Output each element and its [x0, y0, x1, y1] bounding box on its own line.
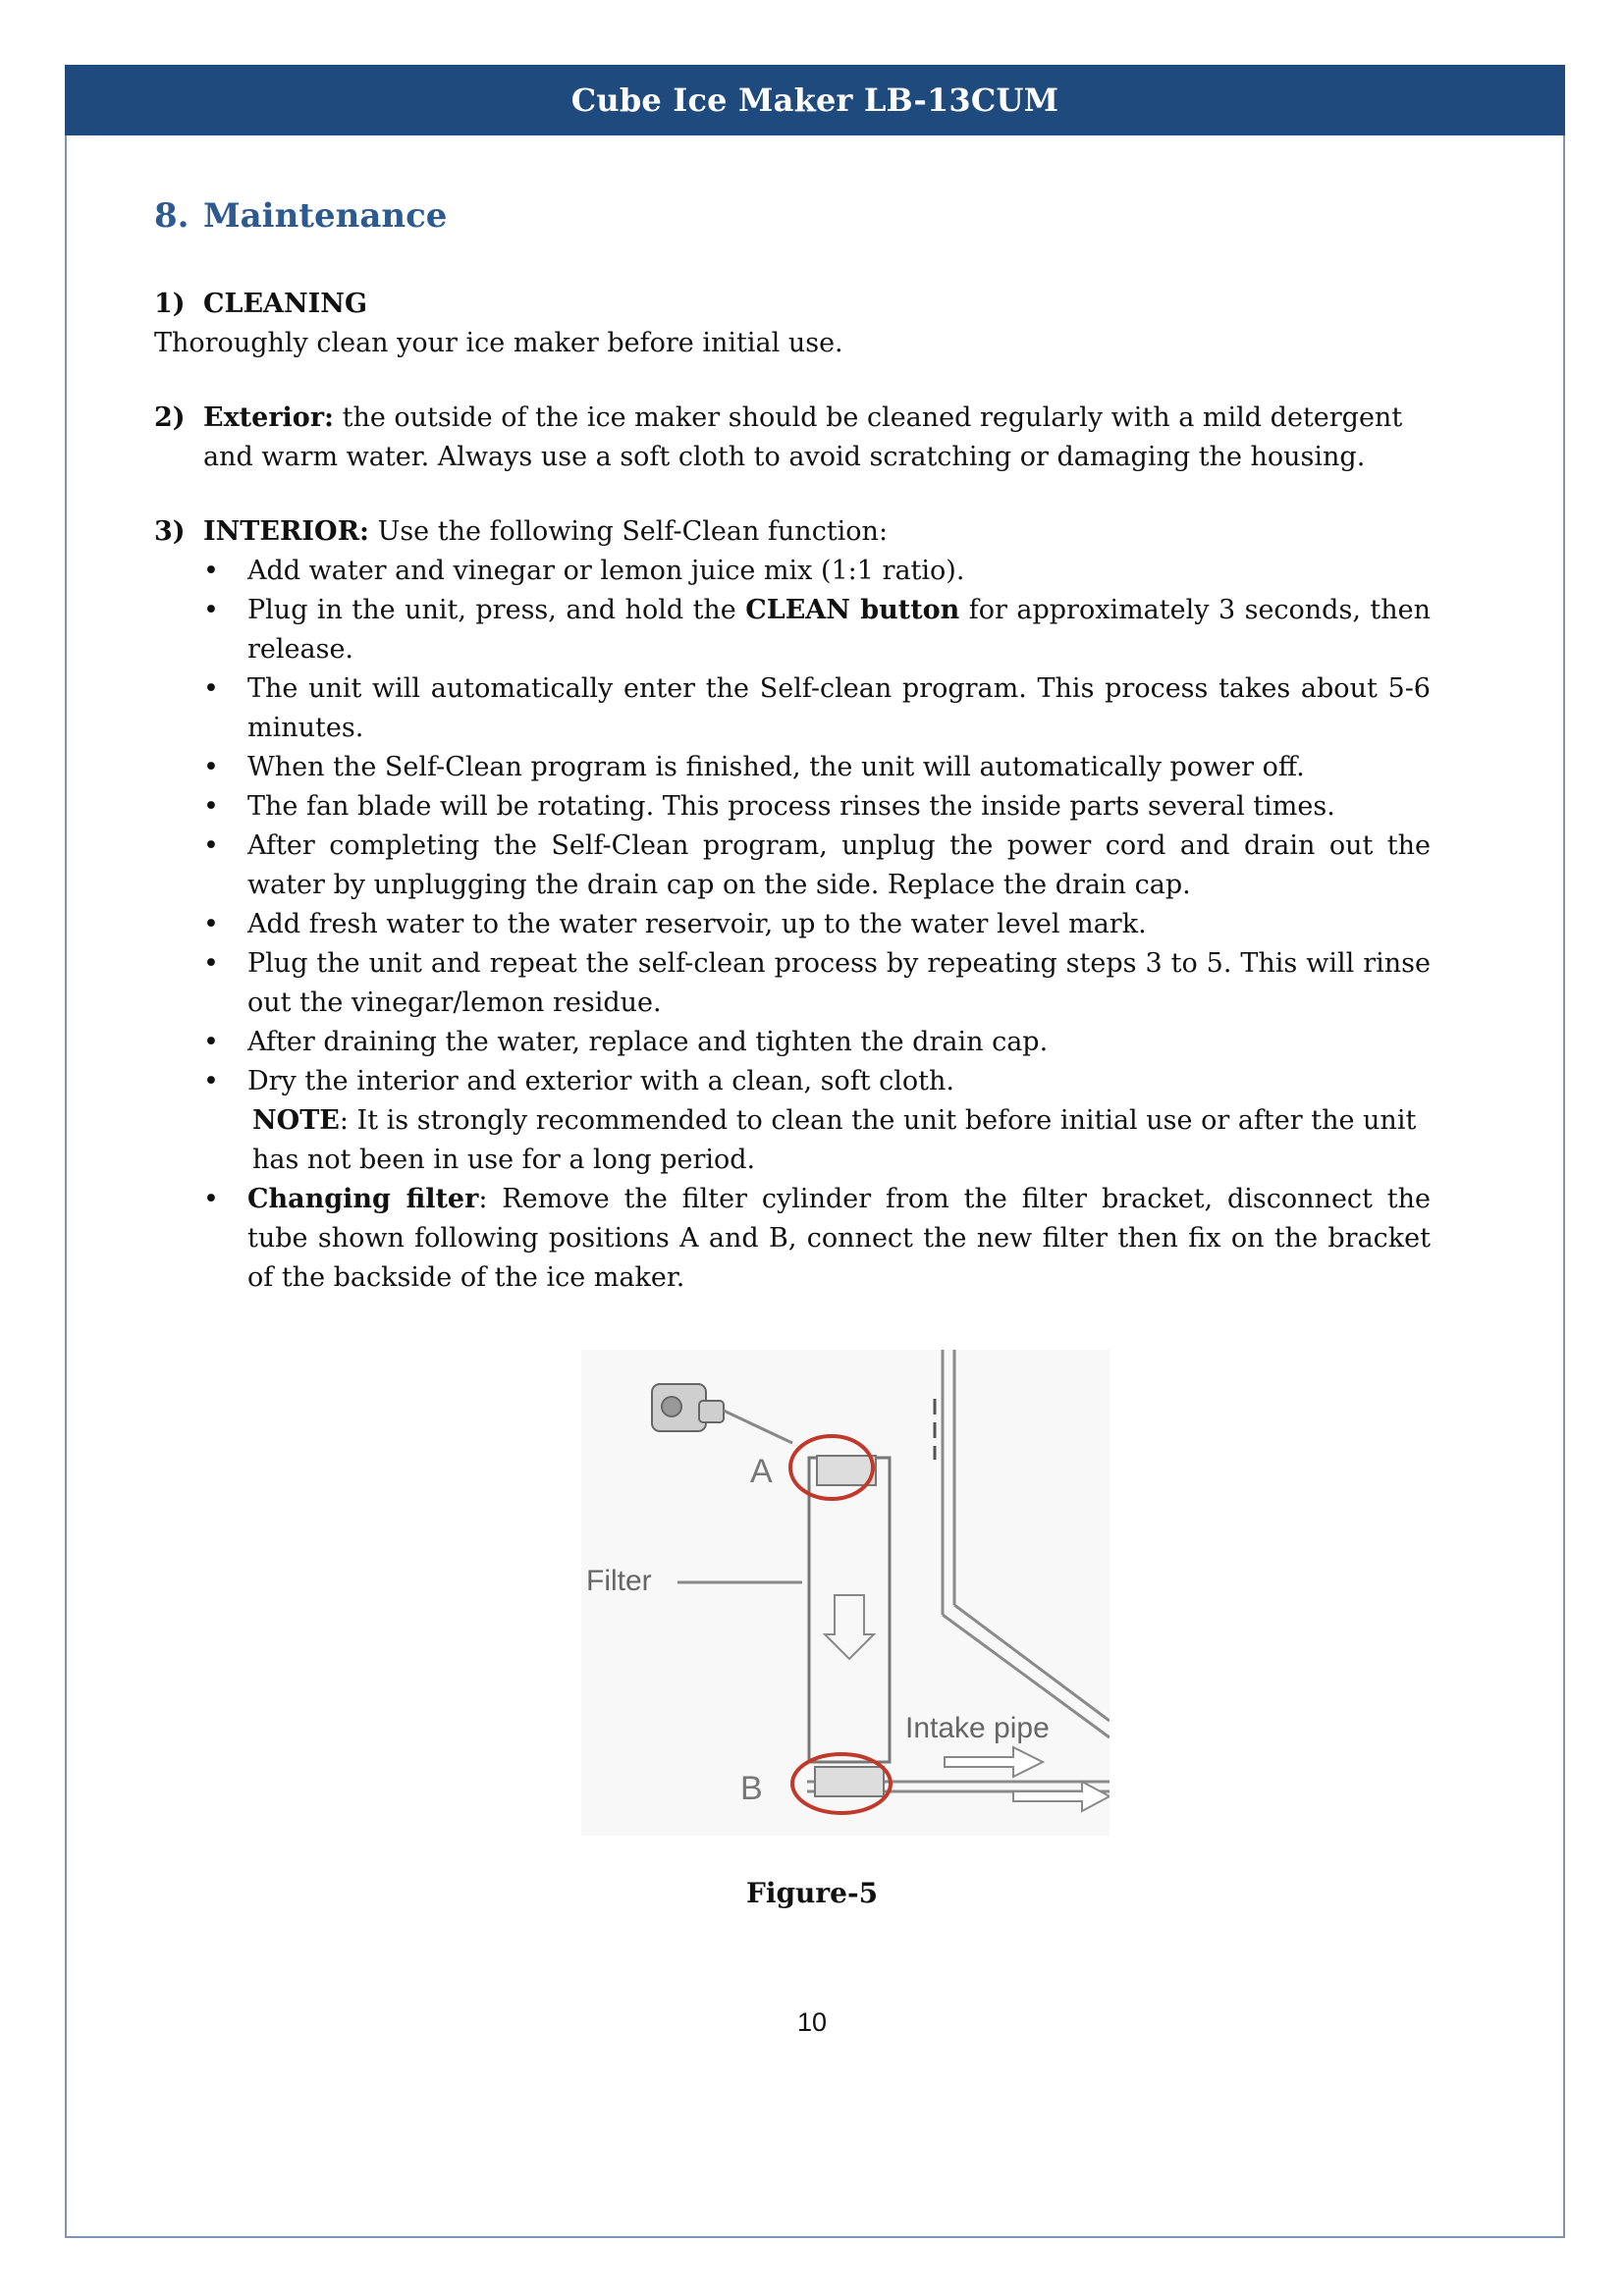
list-item: • Plug the unit and repeat the self-clean process by repeating steps 3 to 5. This will rinse out the vinegar/lemon residue.: [203, 948, 1431, 1018]
filter-diagram: [581, 1350, 1110, 1836]
label-filter: Filter: [586, 1565, 652, 1597]
label-b: B: [740, 1770, 763, 1807]
item-text: Use the following Self-Clean function:: [368, 516, 889, 547]
list-item: • Plug in the unit, press, and hold the CLEAN button for approximately 3 seconds, then release.: [203, 595, 1431, 665]
list-item: • The fan blade will be rotating. This process rinses the inside parts several times.: [203, 791, 1335, 822]
figure-caption: Figure-5: [745, 1877, 879, 1909]
item-heading: INTERIOR:: [203, 516, 369, 547]
list-item: • Add water and vinegar or lemon juice mix (1:1 ratio).: [203, 556, 965, 586]
list-item: • After draining the water, replace and tighten the drain cap.: [203, 1027, 1049, 1057]
note-label: NOTE: [252, 1105, 340, 1136]
list-item: • The unit will automatically enter the Self-clean program. This process takes about 5-6 minutes.: [203, 673, 1431, 743]
item-number: 2): [154, 402, 186, 433]
content: [154, 285, 1431, 1298]
list-item: • After completing the Self-Clean program, unplug the power cord and drain out the water by unplugging the drain cap on the side. Replace the drain cap.: [203, 830, 1431, 900]
list-item: • Dry the interior and exterior with a clean, soft cloth.: [203, 1066, 955, 1096]
page-header: [65, 65, 1565, 135]
header-title: Cube Ice Maker LB-13CUM: [570, 81, 1059, 119]
item-cleaning: [154, 285, 1431, 324]
section-number: 8.: [154, 196, 189, 236]
filter-list: [154, 1180, 1431, 1298]
list-item: • When the Self-Clean program is finished, the unit will automatically power off.: [203, 752, 1305, 782]
list-item: • Add fresh water to the water reservoir, up to the water level mark.: [203, 909, 1147, 939]
item-heading: Exterior:: [203, 402, 335, 433]
page-number: 10: [796, 2007, 828, 2037]
label-a: A: [750, 1453, 773, 1490]
item-number: 1): [154, 289, 186, 319]
list-item: • Changing filter: Remove the filter cylinder from the filter bracket, disconnect the tube shown following positions A and B, connect the new filter then fix on the bracket of the backside of the ice maker.: [203, 1184, 1431, 1293]
item-number: 3): [154, 516, 186, 547]
interior-steps-list: [154, 552, 1431, 1101]
item-text: the outside of the ice maker should be cleaned regularly with a mild detergent and warm water. Always use a soft cloth to avoid scratching or damaging the housing.: [203, 402, 1403, 472]
section-heading: [154, 196, 447, 236]
label-intake: Intake pipe: [905, 1712, 1050, 1744]
item-heading: CLEANING: [203, 289, 368, 319]
note: [154, 1101, 1431, 1180]
item-interior: [154, 512, 1431, 552]
note-text: : It is strongly recommended to clean the unit before initial use or after the unit has not been in use for a long period.: [252, 1105, 1417, 1175]
item-cleaning-text: Thoroughly clean your ice maker before initial use.: [154, 328, 843, 358]
section-title: Maintenance: [203, 196, 448, 236]
item-exterior: [154, 399, 1431, 477]
